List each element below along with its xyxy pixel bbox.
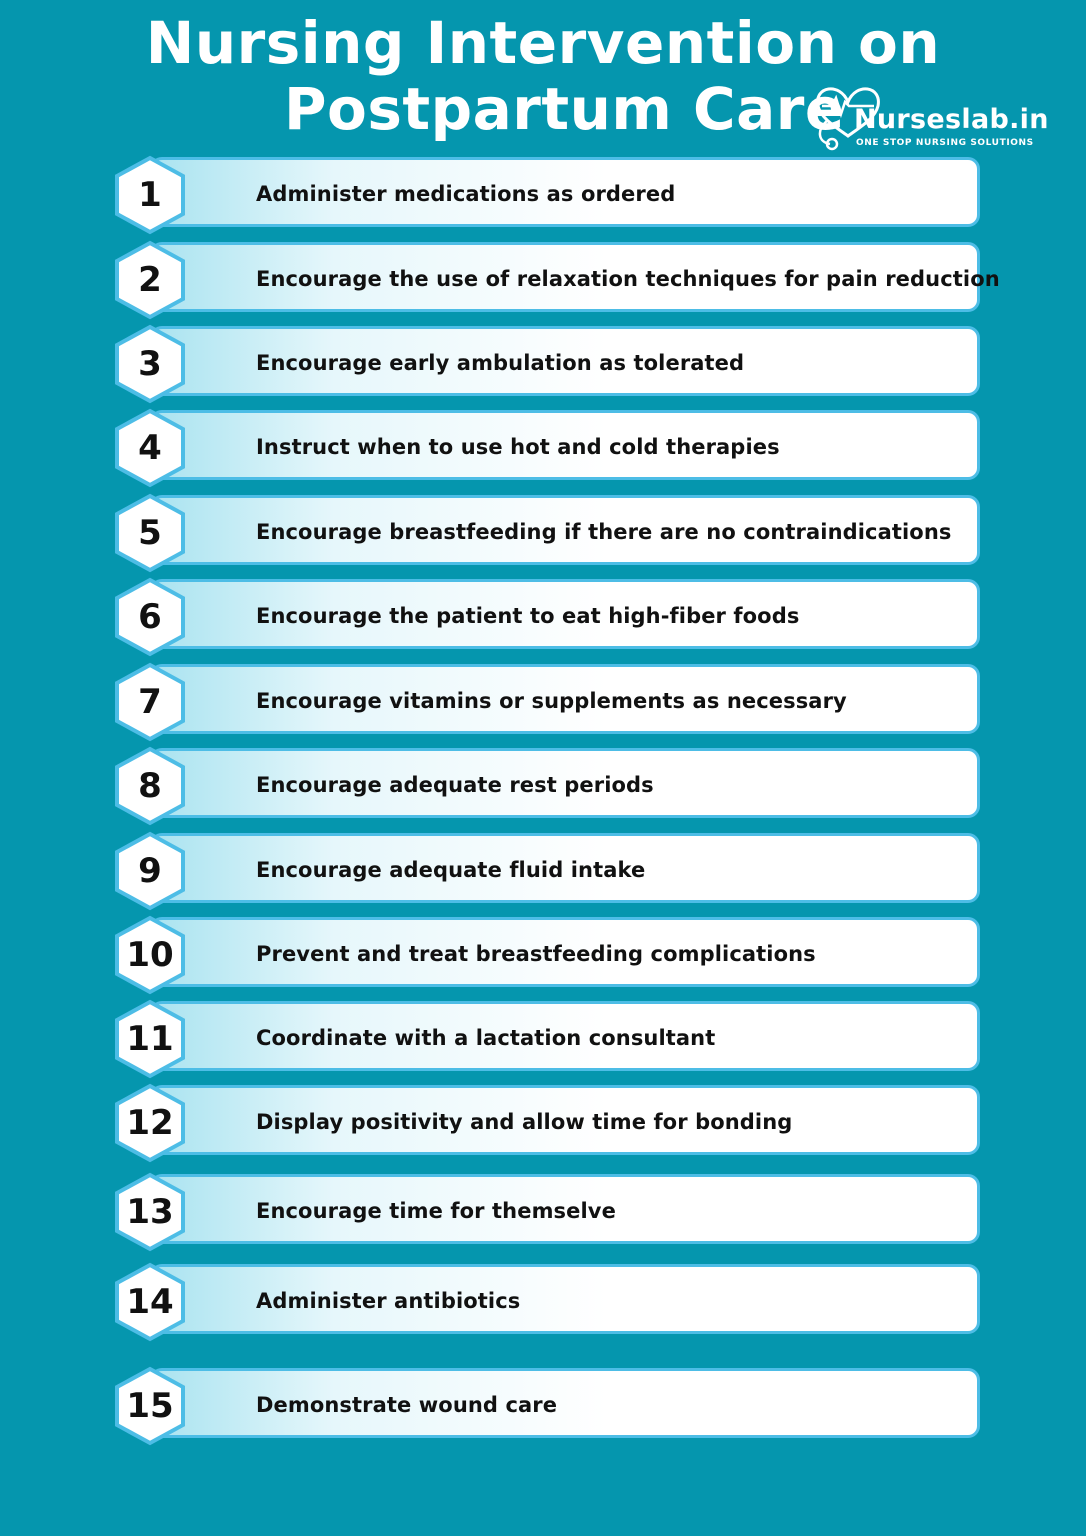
item-number: 13: [126, 1192, 174, 1232]
list-item: [110, 324, 980, 404]
list-item: [110, 746, 980, 826]
item-number: 4: [138, 428, 162, 468]
title-line-2: Postpartum Care: [284, 75, 845, 143]
intervention-card: [150, 1001, 980, 1071]
item-number: 2: [138, 260, 162, 300]
intervention-card: [150, 664, 980, 734]
item-number: 14: [126, 1282, 174, 1322]
title-line-1: Nursing Intervention on: [145, 9, 941, 77]
intervention-card: [150, 495, 980, 565]
item-number: 8: [138, 766, 162, 806]
list-item: [110, 915, 980, 995]
intervention-text: Encourage adequate fluid intake: [256, 858, 646, 882]
list-item: [110, 240, 1000, 320]
list-item: [110, 1083, 980, 1163]
intervention-text: Instruct when to use hot and cold therapies: [256, 435, 780, 459]
list-item: [110, 493, 980, 573]
item-number: 1: [138, 175, 162, 215]
item-number: 3: [138, 344, 162, 384]
intervention-text: Encourage the use of relaxation techniques for pain reduction: [256, 267, 1000, 291]
logo-tagline: ONE STOP NURSING SOLUTIONS: [856, 138, 1034, 148]
intervention-text: Encourage the patient to eat high-fiber foods: [256, 604, 800, 628]
item-number: 10: [126, 935, 174, 975]
intervention-card: [150, 326, 980, 396]
list-item: [110, 408, 980, 488]
intervention-card: [150, 1368, 980, 1438]
intervention-card: [150, 917, 980, 987]
intervention-text: Administer medications as ordered: [256, 182, 676, 206]
intervention-text: Display positivity and allow time for bonding: [256, 1110, 793, 1134]
intervention-card: [150, 1264, 980, 1334]
item-number: 5: [138, 513, 162, 553]
item-number: 7: [138, 682, 162, 722]
intervention-card: [150, 1174, 980, 1244]
list-item: [110, 1366, 980, 1446]
intervention-text: Encourage vitamins or supplements as necessary: [256, 689, 847, 713]
intervention-text: Encourage breastfeeding if there are no contraindications: [256, 520, 952, 544]
item-number: 6: [138, 597, 162, 637]
intervention-card: [150, 410, 980, 480]
item-number: 12: [126, 1103, 174, 1143]
intervention-text: Encourage adequate rest periods: [256, 773, 654, 797]
list-item: [110, 155, 980, 235]
list-item: [110, 831, 980, 911]
logo-name: Nurseslab.in: [854, 104, 1049, 135]
intervention-text: Administer antibiotics: [256, 1289, 521, 1313]
list-item: [110, 1172, 980, 1252]
item-number: 15: [126, 1386, 174, 1426]
intervention-card: [150, 1085, 980, 1155]
intervention-card: [150, 833, 980, 903]
intervention-card: [150, 242, 1000, 312]
intervention-text: Demonstrate wound care: [256, 1393, 558, 1417]
list-item: [110, 577, 980, 657]
item-number: 11: [126, 1019, 174, 1059]
intervention-card: [150, 748, 980, 818]
list-item: [110, 662, 980, 742]
item-number: 9: [138, 851, 162, 891]
intervention-text: Coordinate with a lactation consultant: [256, 1026, 716, 1050]
intervention-text: Encourage early ambulation as tolerated: [256, 351, 745, 375]
intervention-text: Encourage time for themselve: [256, 1199, 616, 1223]
intervention-card: [150, 157, 980, 227]
intervention-card: [150, 579, 980, 649]
intervention-text: Prevent and treat breastfeeding complications: [256, 942, 816, 966]
list-item: [110, 999, 980, 1079]
list-item: [110, 1262, 980, 1342]
